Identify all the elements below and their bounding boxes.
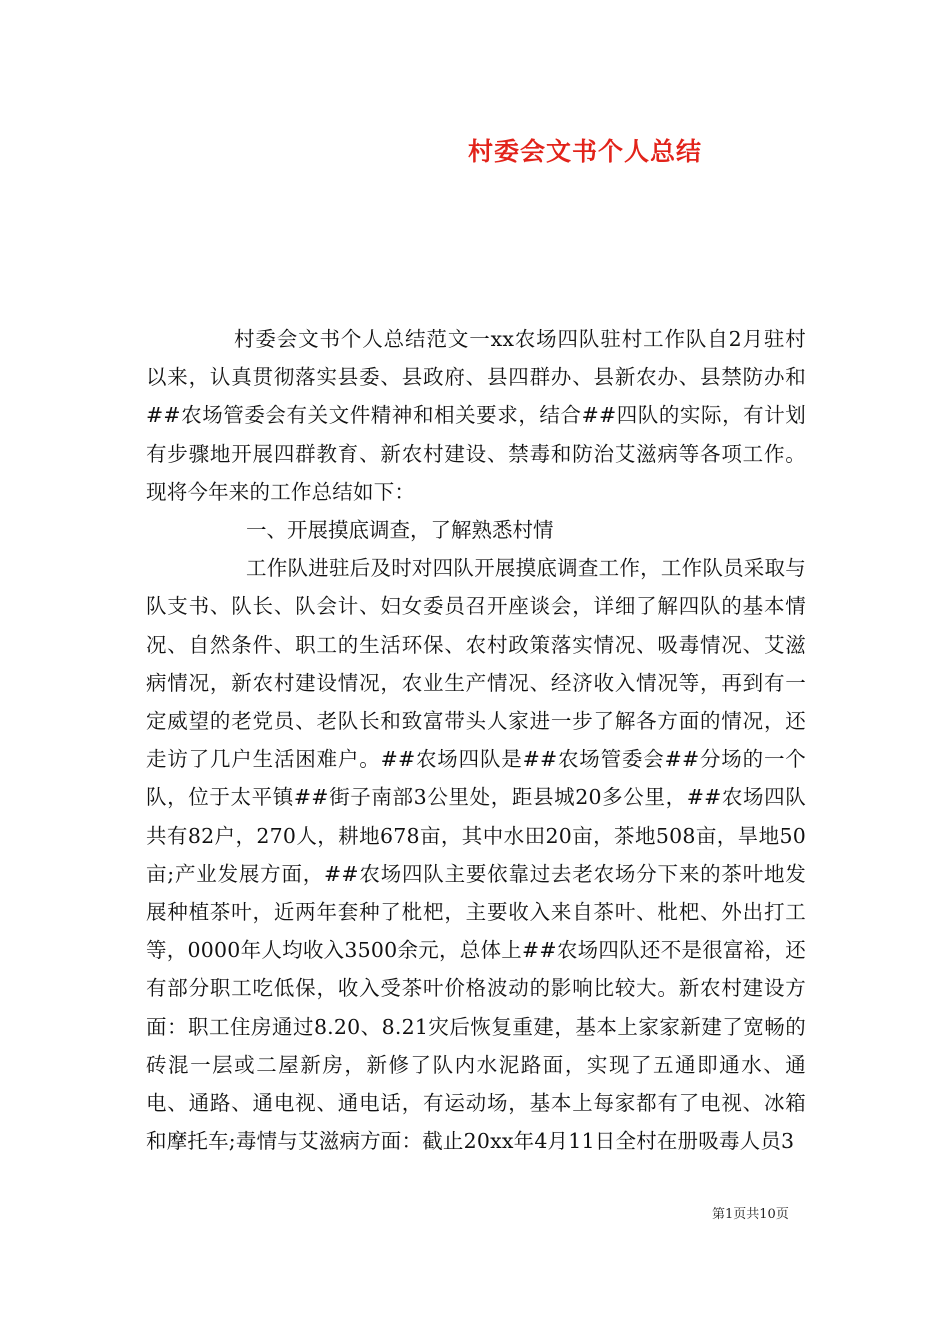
page-number-footer: 第1页共10页 (712, 1207, 789, 1222)
document-title: 村委会文书个人总结 (467, 137, 702, 166)
intro-paragraph: 村委会文书个人总结范文一xx农场四队驻村工作队自2月驻村以来，认真贯彻落实县委、县政府、县四群办、县新农办、县禁防办和##农场管委会有关文件精神和相关要求，结合##四队的实际，有计划有步骤地开展四群教育、新农村建设、禁毒和防治艾滋病等各项工作。现将今年来的工作总结如下： (146, 327, 806, 504)
section-1-paragraph: 工作队进驻后及时对四队开展摸底调查工作，工作队员采取与队支书、队长、队会计、妇女委员召开座谈会，详细了解四队的基本情况、自然条件、职工的生活环保、农村政策落实情况、吸毒情况、艾滋病情况，新农村建设情况，农业生产情况、经济收入情况等，再到有一定威望的老党员、老队长和致富带头人家进一步了解各方面的情况，还走访了几户生活困难户。##农场四队是##农场管委会##分场的一个队，位于太平镇##街子南部3公里处，距县城20多公里，##农场四队共有82户，270人，耕地678亩，其中水田20亩，茶地508亩，旱地50亩;产业发展方面，##农场四队主要依靠过去老农场分下来的茶叶地发展种植茶叶，近两年套种了枇杷，主要收入来自茶叶、枇杷、外出打工等，0000年人均收入3500余元，总体上##农场四队还不是很富裕，还有部分职工吃低保，收入受茶叶价格波动的影响比较大。新农村建设方面：职工住房通过8.20、8.21灾后恢复重建，基本上家家新建了宽畅的砖混一层或二屋新房，新修了队内水泥路面，实现了五通即通水、通电、通路、通电视、通电话，有运动场，基本上每家都有了电视、冰箱和摩托车;毒情与艾滋病方面：截止20xx年4月11日全村在册吸毒人员3 (146, 556, 806, 1154)
document-body (146, 320, 806, 1160)
section-heading-1: 一、开展摸底调查，了解熟悉村情 (246, 518, 554, 543)
